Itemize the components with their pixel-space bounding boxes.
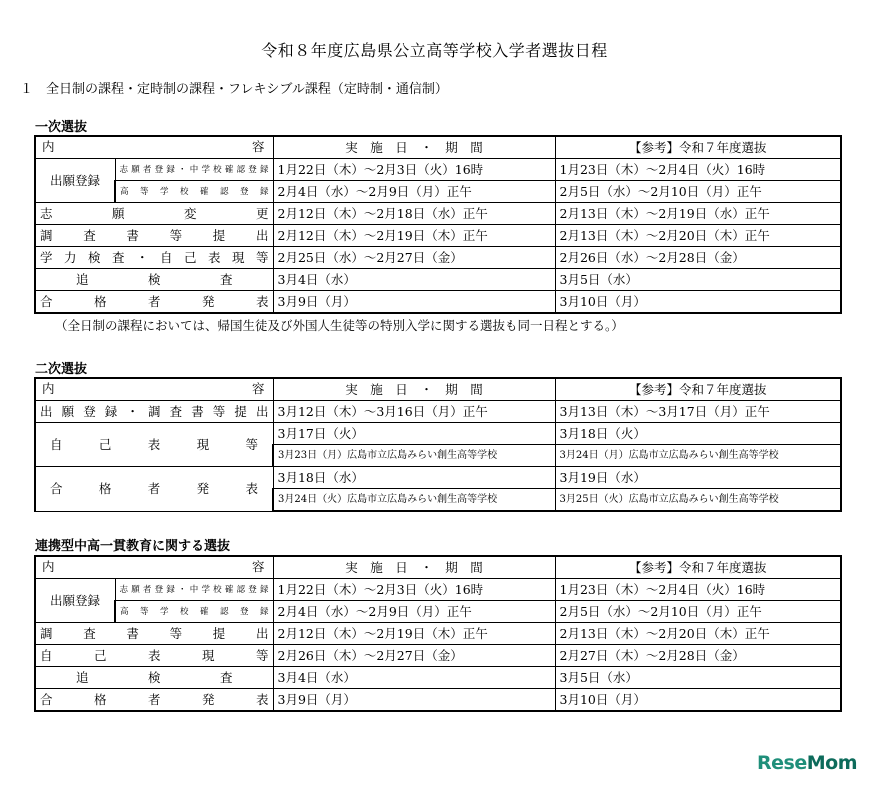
table-row [35,467,841,489]
date-cell: 2月12日（木）～2月19日（木）正午 [273,623,555,645]
date-cell: 2月26日（木）～2月27日（金） [273,645,555,667]
section3-title: 連携型中高一貫教育に関する選抜 [35,539,231,554]
table-row [35,203,841,225]
table-header-row [35,556,841,579]
section2-table [34,377,842,512]
reference-cell: 3月19日（水） [555,467,841,489]
reference-cell: 2月13日（木）～2月20日（木）正午 [555,623,841,645]
date-cell: 3月12日（木）～3月16日（月）正午 [273,401,555,423]
date-cell: 1月22日（木）～2月3日（火）16時 [273,159,555,181]
date-cell: 3月4日（水） [273,269,555,291]
application-label: 出願登録 [35,159,115,203]
section3-table [34,555,842,712]
row-label: 合格者発表 [35,467,273,512]
header-reference: 【参考】令和７年度選抜 [555,136,841,159]
page-title: 令和８年度広島県公立高等学校入学者選抜日程 [261,41,608,60]
reference-cell: 3月18日（火） [555,423,841,445]
table-row [35,579,841,601]
reference-cell: 2月13日（木）～2月20日（木）正午 [555,225,841,247]
date-cell: 3月17日（火） [273,423,555,445]
subtitle: １ 全日制の課程・定時制の課程・フレキシブル課程（定時制・通信制） [20,82,448,97]
reference-cell: 3月13日（木）～3月17日（月）正午 [555,401,841,423]
table-row [35,601,841,623]
sub-label: 高等学校確認登録 [115,181,273,203]
table-row [35,645,841,667]
row-label: 調査書等提出 [35,623,273,645]
row-label: 自己表現等 [35,645,273,667]
row-label: 追検査 [35,667,273,689]
header-item: 内 容 [35,556,273,579]
row-label: 合格者発表 [35,689,273,712]
date-cell: 3月9日（月） [273,689,555,712]
row-label: 自己表現等 [35,423,273,467]
section1-title: 一次選抜 [35,120,88,135]
application-label: 出願登録 [35,579,115,623]
sub-label: 高等学校確認登録 [115,601,273,623]
reference-cell: 2月27日（木）～2月28日（金） [555,645,841,667]
header-period: 実 施 日 ・ 期 間 [273,136,555,159]
date-cell: 3月18日（水） [273,467,555,489]
section2-title: 二次選抜 [35,362,88,377]
date-cell: 2月4日（水）～2月9日（月）正午 [273,181,555,203]
date-cell: 3月4日（水） [273,667,555,689]
sub-label: 志願者登録・中学校確認登録 [115,159,273,181]
reference-cell: 3月24日（月）広島市立広島みらい創生高等学校 [555,445,841,467]
date-cell: 2月12日（木）～2月19日（木）正午 [273,225,555,247]
reference-cell: 1月23日（木）～2月4日（火）16時 [555,579,841,601]
header-period: 実 施 日 ・ 期 間 [273,378,555,401]
header-item: 内 容 [35,378,273,401]
section1-table [34,135,842,314]
date-cell: 3月23日（月）広島市立広島みらい創生高等学校 [273,445,555,467]
date-cell: 2月4日（水）～2月9日（月）正午 [273,601,555,623]
row-label: 調査書等提出 [35,225,273,247]
table-row [35,225,841,247]
table-row [35,401,841,423]
row-label: 出願登録・調査書等提出 [35,401,273,423]
table-row [35,181,841,203]
table-row [35,667,841,689]
reference-cell: 2月5日（水）～2月10日（月）正午 [555,181,841,203]
table-row [35,247,841,269]
sub-label: 志願者登録・中学校確認登録 [115,579,273,601]
reference-cell: 2月5日（水）～2月10日（月）正午 [555,601,841,623]
section1-note: （全日制の課程においては、帰国生徒及び外国人生徒等の特別入学に関する選抜も同一日程とする。） [55,318,624,333]
row-label: 合格者発表 [35,291,273,314]
table-row [35,423,841,445]
reference-cell: 3月10日（月） [555,689,841,712]
date-cell: 2月25日（水）～2月27日（金） [273,247,555,269]
header-reference: 【参考】令和７年度選抜 [555,556,841,579]
date-cell: 2月12日（木）～2月18日（水）正午 [273,203,555,225]
table-row [35,269,841,291]
table-header-row [35,378,841,401]
reference-cell: 3月5日（水） [555,667,841,689]
reference-cell: 1月23日（木）～2月4日（火）16時 [555,159,841,181]
table-header-row [35,136,841,159]
reference-cell: 2月13日（木）～2月19日（水）正午 [555,203,841,225]
resemom-logo: ReseMom [757,752,857,774]
reference-cell: 3月10日（月） [555,291,841,314]
table-row [35,623,841,645]
row-label: 志願変更 [35,203,273,225]
reference-cell: 3月25日（火）広島市立広島みらい創生高等学校 [555,489,841,512]
reference-cell: 2月26日（水）～2月28日（金） [555,247,841,269]
table-row [35,291,841,314]
date-cell: 3月24日（火）広島市立広島みらい創生高等学校 [273,489,555,512]
header-period: 実 施 日 ・ 期 間 [273,556,555,579]
row-label: 学力検査・自己表現等 [35,247,273,269]
header-item: 内 容 [35,136,273,159]
date-cell: 3月9日（月） [273,291,555,314]
table-row [35,689,841,712]
reference-cell: 3月5日（水） [555,269,841,291]
header-reference: 【参考】令和７年度選抜 [555,378,841,401]
table-row [35,159,841,181]
row-label: 追検査 [35,269,273,291]
date-cell: 1月22日（木）～2月3日（火）16時 [273,579,555,601]
